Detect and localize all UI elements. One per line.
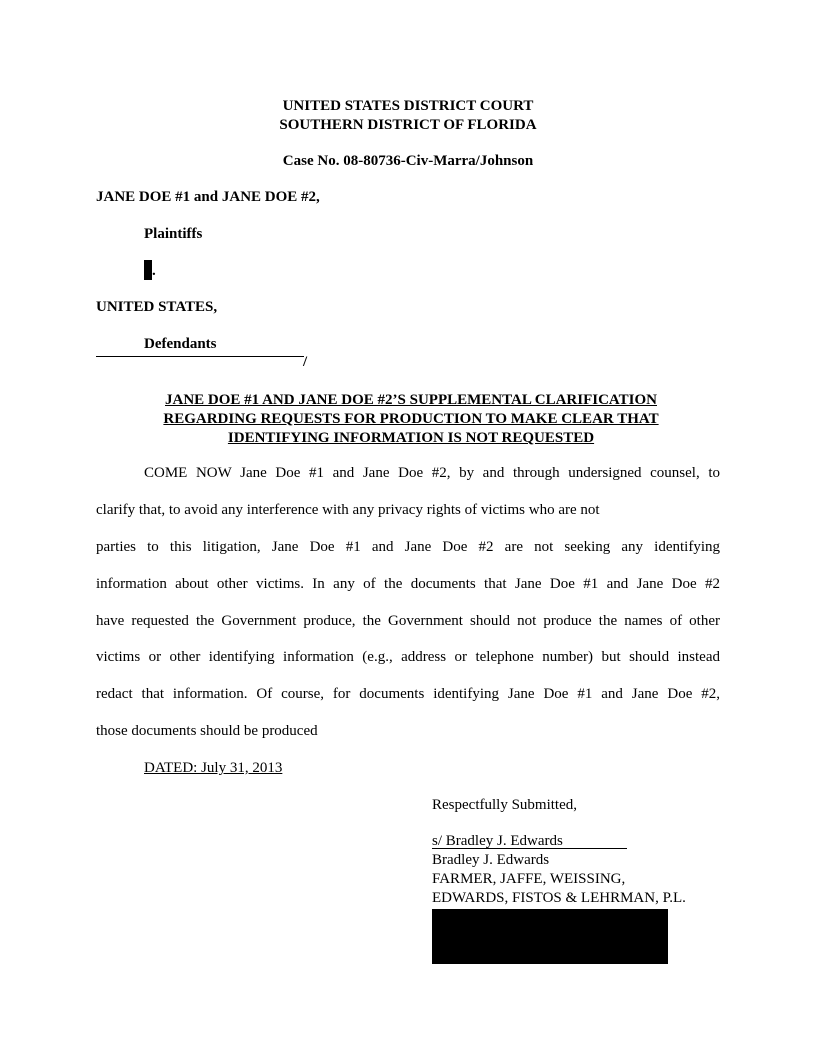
redaction-address xyxy=(432,909,668,964)
dated-line: DATED: July 31, 2013 xyxy=(144,760,283,776)
case-number: Case No. 08-80736-Civ-Marra/Johnson xyxy=(282,153,534,169)
firm-line-1: FARMER, JAFFE, WEISSING, xyxy=(432,871,626,887)
body-line-1: COME NOW Jane Doe #1 and Jane Doe #2, by and through undersigned counsel, to xyxy=(144,465,720,481)
defendant-name: UNITED STATES, xyxy=(96,299,218,315)
plaintiffs-label: Plaintiffs xyxy=(144,226,203,242)
signature-name: Bradley J. Edwards xyxy=(432,852,550,868)
body-line-4: information about other victims. In any of the documents that Jane Doe #1 and Jane Doe #2 xyxy=(96,576,720,592)
signature-signed-text: s/ Bradley J. Edwards xyxy=(432,833,563,849)
defendants-label: Defendants xyxy=(144,336,217,352)
court-header xyxy=(0,97,816,135)
title-line-2: REGARDING REQUESTS FOR PRODUCTION TO MAKE CLEAR THAT xyxy=(163,411,659,427)
signature-rule xyxy=(432,848,627,849)
versus-tail: . xyxy=(152,263,156,279)
body-line-3: parties to this litigation, Jane Doe #1 and Jane Doe #2 are not seeking any identifying xyxy=(96,539,720,555)
caption-slash: / xyxy=(303,354,308,370)
caption-rule xyxy=(96,356,304,357)
document-title xyxy=(144,391,678,448)
redaction-versus xyxy=(144,260,152,280)
court-district: SOUTHERN DISTRICT OF FLORIDA xyxy=(279,117,537,133)
firm-line-2: EDWARDS, FISTOS & LEHRMAN, P.L. xyxy=(432,890,686,906)
title-line-3: IDENTIFYING INFORMATION IS NOT REQUESTED xyxy=(227,430,595,446)
court-name: UNITED STATES DISTRICT COURT xyxy=(282,98,534,114)
body-line-6: victims or other identifying information (e.g., address or telephone number) but should instead xyxy=(96,649,720,665)
signature-closing: Respectfully Submitted, xyxy=(432,797,577,813)
plaintiffs-names: JANE DOE #1 and JANE DOE #2, xyxy=(96,189,320,205)
body-line-2: clarify that, to avoid any interference with any privacy rights of victims who are not xyxy=(96,502,600,518)
body-line-7: redact that information. Of course, for documents identifying Jane Doe #1 and Jane Doe #2, xyxy=(96,686,720,702)
body-line-8: those documents should be produced xyxy=(96,723,318,739)
title-line-1: JANE DOE #1 AND JANE DOE #2’S SUPPLEMENTAL CLARIFICATION xyxy=(165,392,657,408)
body-line-5: have requested the Government produce, the Government should not produce the names of other xyxy=(96,613,720,629)
